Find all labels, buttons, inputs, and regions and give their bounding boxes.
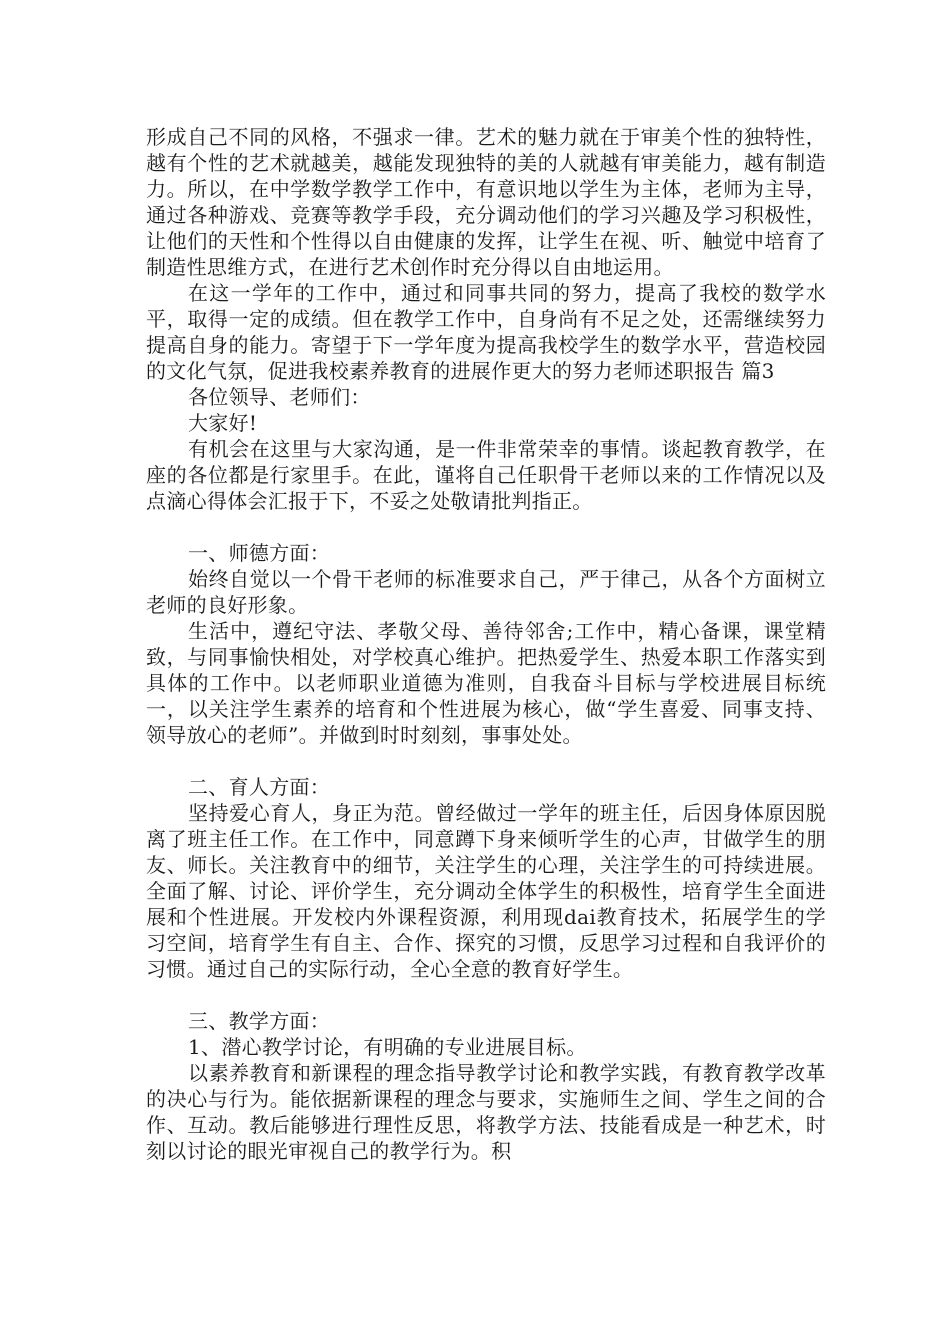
paragraph-summary: 在这一学年的工作中，通过和同事共同的努力，提高了我校的数学水平，取得一定的成绩。但在教学工作中，自身尚有不足之处，还需继续努力提高自身的能力。寄望于下一学年度为提高我校学生的数学水平，营造校园的文化气氛，促进我校素养教育的进展作更大的努力老师述职报告 篇3: [146, 281, 826, 383]
paragraph-ethics-2: 生活中，遵纪守法、孝敬父母、善待邻舍;工作中，精心备课，课堂精致，与同事愉快相处，对学校真心维护。把热爱学生、热爱本职工作落实到具体的工作中。以老师职业道德为准则，自我奋斗目标与学校进展目标统一，以关注学生素养的培育和个性进展为核心，做“学生喜爱、同事支持、领导放心的老师”。并做到时时刻刻，事事处处。: [146, 619, 826, 747]
section-heading-teaching: 三、教学方面：: [188, 1009, 331, 1033]
document-body: [146, 124, 826, 1164]
section-heading-education: 二、育人方面：: [188, 775, 331, 799]
subheading-teaching-1: 1、潜心教学讨论，有明确的专业进展目标。: [188, 1035, 587, 1059]
salutation: 各位领导、老师们：: [188, 385, 371, 409]
paragraph-teaching: 以素养教育和新课程的理念指导教学讨论和教学实践，有教育教学改革的决心与行为。能依据新课程的理念与要求，实施师生之间、学生之间的合作、互动。教后能够进行理性反思，将教学方法、技能看成是一种艺术，时刻以讨论的眼光审视自己的教学行为。积: [146, 1061, 826, 1163]
paragraph-intro: 有机会在这里与大家沟通，是一件非常荣幸的事情。谈起教育教学，在座的各位都是行家里手。在此，谨将自己任职骨干老师以来的工作情况以及点滴心得体会汇报于下，不妥之处敬请批判指正。: [146, 437, 826, 513]
paragraph-education: 坚持爱心育人，身正为范。曾经做过一学年的班主任，后因身体原因脱离了班主任工作。在工作中，同意蹲下身来倾听学生的心声，甘做学生的朋友、师长。关注教育中的细节，关注学生的心理，关注学生的可持续进展。全面了解、讨论、评价学生，充分调动全体学生的积极性，培育学生全面进展和个性进展。开发校内外课程资源，利用现dai教育技术，拓展学生的学习空间，培育学生有自主、合作、探究的习惯，反思学习过程和自我评价的习惯。通过自己的实际行动，全心全意的教育好学生。: [146, 801, 826, 981]
paragraph-ethics-1: 始终自觉以一个骨干老师的标准要求自己，严于律己，从各个方面树立老师的良好形象。: [146, 567, 826, 617]
paragraph-continuation: 形成自己不同的风格，不强求一律。艺术的魅力就在于审美个性的独特性，越有个性的艺术就越美，越能发现独特的美的人就越有审美能力，越有制造力。所以，在中学数学教学工作中，有意识地以学生为主体，老师为主导，通过各种游戏、竞赛等教学手段，充分调动他们的学习兴趣及学习积极性，让他们的天性和个性得以自由健康的发挥，让学生在视、听、触觉中培育了制造性思维方式，在进行艺术创作时充分得以自由地运用。: [146, 125, 826, 279]
greeting: 大家好!: [188, 411, 258, 435]
section-heading-ethics: 一、师德方面：: [188, 541, 331, 565]
